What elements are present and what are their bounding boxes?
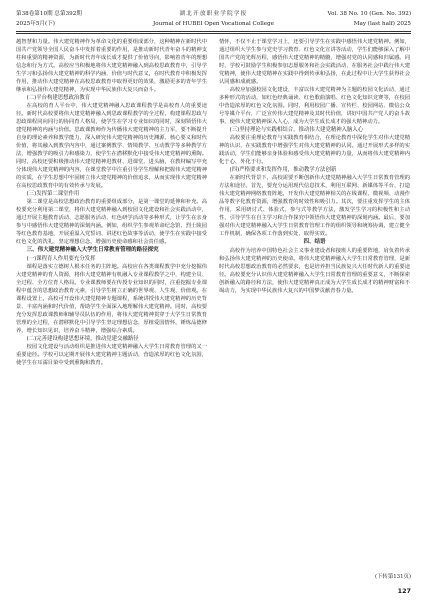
paragraph: 课程是落实立德树人根本任务的主阵地。高校应在各类课程教学中充分挖掘伟大建党精神的育人资源，将伟大建党精神有机融入专业课程教学之中，构建全员、全过程、全方位育人格局。专业课教师要在传授专业知识的同时，注重挖掘专业课程中蕴含的思想政治教育元素，引导学生树立正确的世界观、人生观、价值观。在课程设置上，高校可开设伟大建党精神专题课程，系统讲授伟大建党精神的历史背景、丰富内涵和时代价值，帮助学生全面深入地理解伟大建党精神。同时，高校要充分发挥思政课教师和辅导员队伍的作用，将伟大建党精神贯穿于大学生日常教育管理的全过程，在潜移默化中引导学生坚定理想信念，厚植爱国情怀，锤炼品德修养，增长知识见识，培养奋斗精神，增强综合素质。 bbox=[16, 264, 207, 335]
continued-note: (下转第131页) bbox=[374, 574, 411, 580]
conclusion-heading: 四、结语 bbox=[303, 239, 326, 246]
subsection-heading: (三)坚持理论与实践相结合，推动伟大建党精神入脑入心 bbox=[229, 127, 364, 133]
date-cn: 2025年5月(下) bbox=[16, 21, 55, 27]
issue-cn: 第38卷第10期 总第392期 bbox=[16, 11, 82, 17]
paragraph: 越智慧和力量。伟大建党精神作为革命文化的重要组成部分，这种精神在新时代中国共产党领导全国人民奋斗中发挥着重要的作用，是推动新时代青年奋斗的精神支柱和重要的精神资源，为新时代青年成长成才提供了价值导向，影响着青年的理想信念和行为方式。高校应当积极地将伟大建党精神融入到高校思政教育中，引导学生学习和弘扬伟大建党精神的科学内涵、价值与时代意义，在时代教育中积极发挥作用，推动伟大建党精神在高校思政教育中取得更好的效果，激励更多的青年学生继承和弘扬伟大建党精神，为实现中华民族伟大复兴而奋斗。 bbox=[16, 39, 207, 93]
running-header bbox=[16, 6, 411, 36]
section-heading: (三)发挥第二课堂作用 bbox=[26, 191, 80, 198]
journal-title-cn: 湖北开放职业学院学报 bbox=[179, 11, 248, 17]
paragraph: 在高校的育人平台中，伟大建党精神融入思政课程教学是高校育人的重要途径。新时代高校要将伟大建党精神融入到思政课程教学的全过程，构建课程思政与思政课程同向同行的协同育人格局，使学生在学习专业知识的同时，深刻领悟伟大建党精神的内涵与价值。思政课教师作为传播伟大建党精神的主力军，要不断提升自身的理论素养和教学能力，深入研究伟大建党精神的历史渊源、核心要义和时代价值，将其融入到教学内容中，通过案例教学、情境教学、互动教学等多种教学方法，增强教学的吸引力和感染力，使学生在潜移默化中接受伟大建党精神的熏陶。同时，高校还要积极推动伟大建党精神进教材、进课堂、进头脑，在教材编写中充分体现伟大建党精神的内容，在课堂教学中注重引导学生理解和把握伟大建党精神的实质，在学生思想中牢固树立伟大建党精神的价值追求，从而实现伟大建党精神在高校思政教育中的有效传承与发展。 bbox=[16, 103, 207, 190]
subsection-heading: (一)课程育人作用要充分发挥 bbox=[26, 255, 96, 262]
volume-en: Vol. 38 No. 10 (Gen. No. 392) bbox=[327, 11, 411, 17]
paragraph: 第二课堂是高校思想政治教育的重要组成部分，是第一课堂的延伸和补充。高校要充分利用第二课堂，将伟大建党精神融入到校园文化建设和社会实践活动中，通过开展主题教育活动、志愿服务活动、红色研学活动等多种形式，让学生在亲身参与中感悟伟大建党精神的深刻内涵。例如，组织学生参观革命纪念馆、烈士陵园等红色教育基地，开展重温入党誓词、讲述红色故事等活动，使学生在实践中接受红色文化的洗礼，坚定理想信念，增强历史使命感和社会责任感。 bbox=[16, 199, 207, 246]
paragraph: 高校应加强校园文化建设，丰富以伟大建党精神为主题的校园文化活动，通过多种形式的活动，如红色经典诵读、红色歌曲演唱、红色文化知识竞赛等，在校园中营造浓厚的红色文化氛围。同时，利用校园广播、宣传栏、校园网站、微信公众号等媒介平台，广泛宣传伟大建党精神及其时代价值，讲好中国共产党人的奋斗故事，使伟大建党精神深入人心，成为大学生成长成才的强大精神动力。 bbox=[219, 87, 410, 125]
left-column bbox=[16, 38, 207, 558]
page-number: 127 bbox=[397, 587, 411, 595]
header-rule bbox=[16, 31, 411, 32]
paragraph: 在新时代背景下，高校需要不断创新伟大建党精神融入大学生日常教育管理的方法和途径。首先，要充分运用现代信息技术，利用互联网、新媒体等平台，打造伟大建党精神网络教育阵地，开发伟大建党精神相关的在线课程、微视频、动漫作品等数字化教育资源，增强教育的时效性和吸引力。其次，要注重发挥学生的主体作用，采用研讨式、体验式、参与式等教学方法，激发学生学习的积极性和主动性，引导学生在自主学习和合作探究中领悟伟大建党精神的深刻内涵。最后，要加强对伟大建党精神融入大学生日常教育管理工作的组织领导和统筹协调，建立健全工作机制，确保各项工作落到实处、取得实效。 bbox=[219, 175, 410, 238]
journal-title-en: Journal of HUBEI Open Vocational College bbox=[153, 21, 274, 27]
right-column bbox=[219, 38, 410, 558]
paragraph: 高校作为培养中国特色社会主义事业建设者和接班人的重要阵地，肩负着传承和弘扬伟大建党精神的历史使命。将伟大建党精神融入大学生日常教育管理，是新时代高校思想政治教育的必然要求，也是培养担当民族复兴大任时代新人的重要途径。高校要充分认识伟大建党精神融入大学生日常教育管理的重要意义，不断探索创新融入的路径和方法，使伟大建党精神真正成为大学生成长成才的精神财富和不竭动力，为实现中华民族伟大复兴的中国梦贡献青春力量。 bbox=[219, 247, 410, 294]
date-en: May (last half) 2025 bbox=[353, 21, 411, 27]
subsection-heading: (二)完善建设构建思想环境，推动党建交融路径 bbox=[26, 336, 139, 343]
paragraph: 情怀，不仅不止于课堂学习上，还要引导学生在实践中感悟伟大建党精神。例如，通过组织大学生参与党史学习教育、红色文化宣讲等活动，学生们能够深入了解中国共产党的光辉历程，感悟伟大建党精神的精髓，增强对党的认同感和归属感。同时，学校可鼓励学生积极参加志愿服务和社会实践活动，在服务社会中践行伟大建党精神，使伟大建党精神在实践中得到传承和弘扬，在此过程中让大学生获得社会认同感和成就感。 bbox=[219, 39, 410, 85]
section-heading: 三、伟大建党精神融入大学生日常教育管理的路径探究 bbox=[26, 247, 159, 254]
subsection-heading: (四)严格要求和发挥作用，推动教学方法创新 bbox=[229, 167, 337, 174]
paragraph: 高校要注重理论教育与实践教育相结合，在理论教育中深化学生对伟大建党精神的认识，在实践教育中增强学生对伟大建党精神的认同。通过开展形式多样的实践活动，学生们能够亲身体验和感受伟大建党精神的力量，从而将伟大建党精神内化于心、外化于行。 bbox=[219, 135, 410, 166]
section-heading: (二)平台构建思想政治教育 bbox=[26, 95, 91, 101]
header-rule-double bbox=[16, 33, 411, 34]
paragraph: 校园文化建设与活动组织是推进伟大建党精神融入大学生日常教育管理的又一重要途径。学校可以定期开展伟大建党精神主题活动，营造浓厚的红色文化氛围，使学生在耳濡目染中受到熏陶和教育。 bbox=[16, 344, 207, 367]
